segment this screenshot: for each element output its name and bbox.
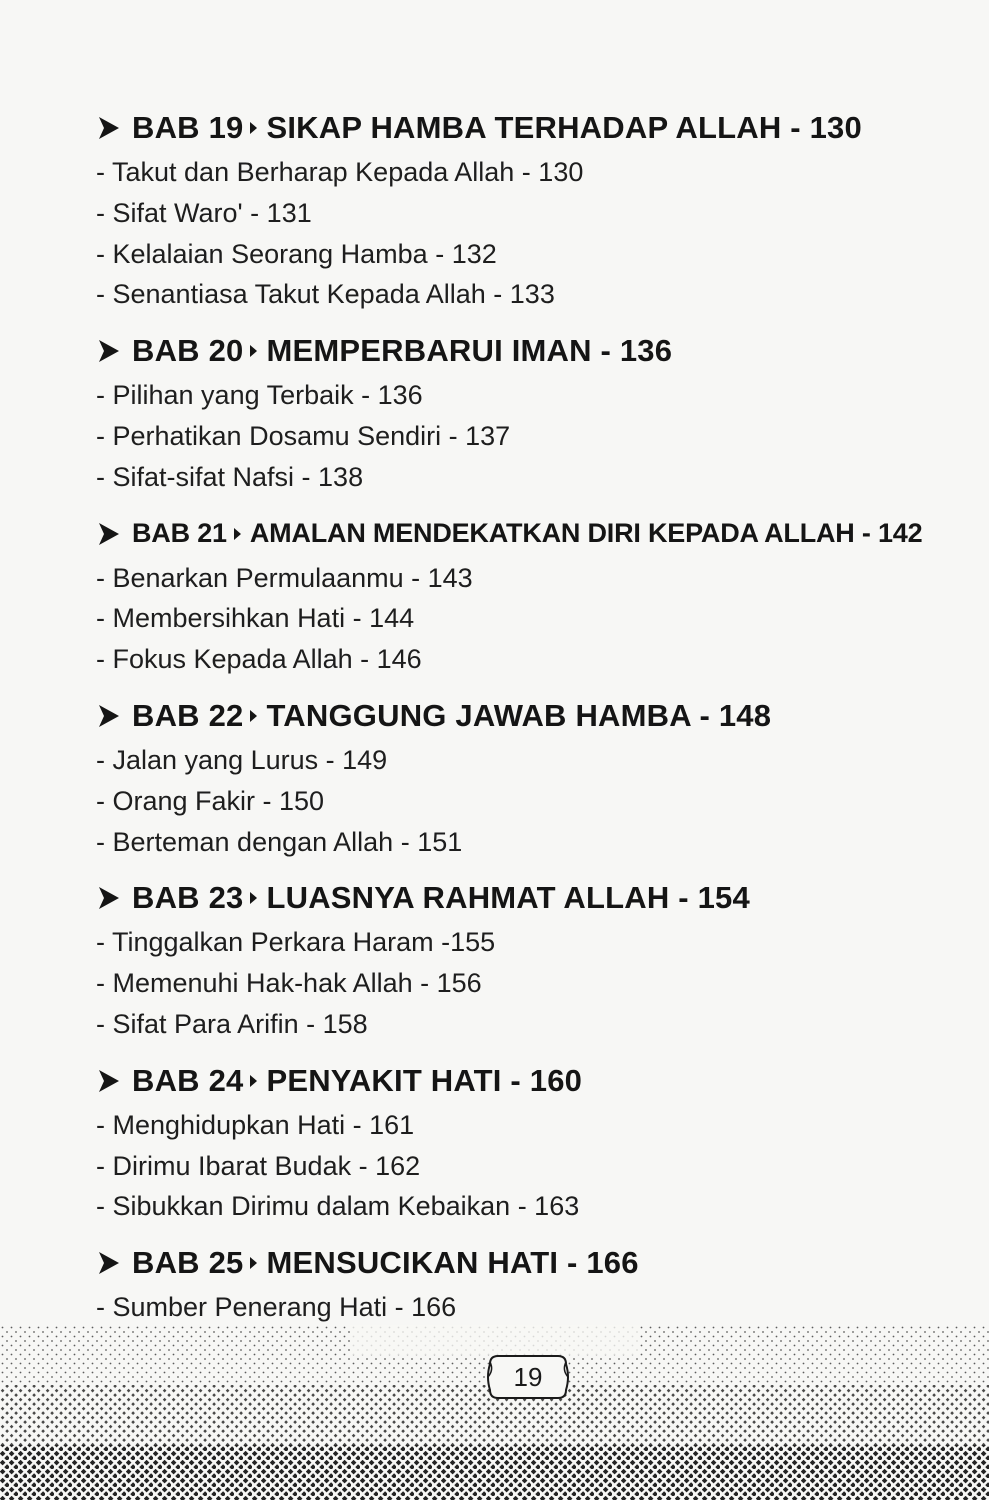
subtopic: - Memenuhi Hak-hak Allah - 156 xyxy=(96,968,482,999)
chapter-number: BAB 22 xyxy=(132,697,244,733)
subtopic: - Berteman dengan Allah - 151 xyxy=(96,826,463,857)
chapter-title: TANGGUNG JAWAB HAMBA - 148 xyxy=(266,697,772,733)
chapter-19 xyxy=(0,104,989,315)
subtopic: - Sifat-sifat Nafsi - 138 xyxy=(96,461,364,492)
arrow-head-icon xyxy=(96,521,124,547)
arrow-head-icon xyxy=(96,1250,124,1276)
subtopic: - Perhatikan Dosamu Sendiri - 137 xyxy=(96,420,511,451)
chapter-heading xyxy=(0,327,989,375)
page-number-badge xyxy=(484,1352,572,1402)
small-triangle-icon xyxy=(249,1074,258,1088)
subtopic: - Benarkan Permulaanmu - 143 xyxy=(96,562,473,593)
table-of-contents xyxy=(0,104,989,1328)
subtopic: - Dirimu Ibarat Budak - 162 xyxy=(96,1150,421,1181)
subtopic: - Jalan yang Lurus - 149 xyxy=(96,744,388,775)
subtopic: - Tinggalkan Perkara Haram -155 xyxy=(96,927,496,958)
chapter-title: SIKAP HAMBA TERHADAP ALLAH - 130 xyxy=(266,110,862,145)
arrow-head-icon xyxy=(96,338,124,364)
small-triangle-icon xyxy=(233,527,242,541)
subtopic: - Takut dan Berharap Kepada Allah - 130 xyxy=(96,157,584,187)
subtopic: - Sifat Para Arifin - 158 xyxy=(96,1008,368,1039)
chapter-24 xyxy=(0,1057,989,1227)
small-triangle-icon xyxy=(249,344,258,358)
chapter-25 xyxy=(0,1239,989,1328)
chapter-title: MEMPERBARUI IMAN - 136 xyxy=(266,333,673,369)
subtopic: - Orang Fakir - 150 xyxy=(96,785,325,816)
chapter-22 xyxy=(0,692,989,862)
chapter-heading xyxy=(0,874,989,922)
subtopic: - Sifat Waro' - 131 xyxy=(96,197,312,228)
chapter-title: LUASNYA RAHMAT ALLAH - 154 xyxy=(266,880,750,916)
small-triangle-icon xyxy=(249,121,258,135)
chapter-number: BAB 24 xyxy=(132,1062,244,1098)
chapter-number: BAB 25 xyxy=(132,1245,244,1281)
chapter-number: BAB 23 xyxy=(132,880,244,916)
chapter-title: MENSUCIKAN HATI - 166 xyxy=(266,1245,639,1281)
small-triangle-icon xyxy=(249,709,258,723)
chapter-title: AMALAN MENDEKATKAN DIRI KEPADA ALLAH - 142 xyxy=(249,518,923,549)
chapter-heading xyxy=(0,1057,989,1105)
arrow-head-icon xyxy=(96,1068,124,1094)
subtopic: - Membersihkan Hati - 144 xyxy=(96,603,415,634)
arrow-head-icon xyxy=(96,703,124,729)
subtopic: - Menghidupkan Hati - 161 xyxy=(96,1109,415,1140)
small-triangle-icon xyxy=(249,1256,258,1270)
subtopic: - Kelalaian Seorang Hamba - 132 xyxy=(96,238,497,269)
chapter-heading xyxy=(0,1239,989,1287)
chapter-number: BAB 19 xyxy=(132,110,244,145)
chapter-number: BAB 21 xyxy=(132,518,227,549)
chapter-heading xyxy=(0,692,989,740)
chapter-number: BAB 20 xyxy=(132,333,244,369)
chapter-heading xyxy=(0,104,989,152)
arrow-head-icon xyxy=(96,885,124,911)
subtopic: - Senantiasa Takut Kepada Allah - 133 xyxy=(96,279,555,310)
chapter-23 xyxy=(0,874,989,1044)
small-triangle-icon xyxy=(249,891,258,905)
subtopic: - Pilihan yang Terbaik - 136 xyxy=(96,380,423,411)
chapter-21 xyxy=(0,510,989,680)
arrow-head-icon xyxy=(96,115,124,141)
subtopic: - Sumber Penerang Hati - 166 xyxy=(96,1292,457,1323)
subtopic: - Sibukkan Dirimu dalam Kebaikan - 163 xyxy=(96,1191,580,1222)
page-number: 19 xyxy=(513,1362,543,1392)
chapter-heading xyxy=(0,510,989,558)
chapter-20 xyxy=(0,327,989,497)
subtopic: - Fokus Kepada Allah - 146 xyxy=(96,644,422,675)
chapter-title: PENYAKIT HATI - 160 xyxy=(266,1062,583,1098)
